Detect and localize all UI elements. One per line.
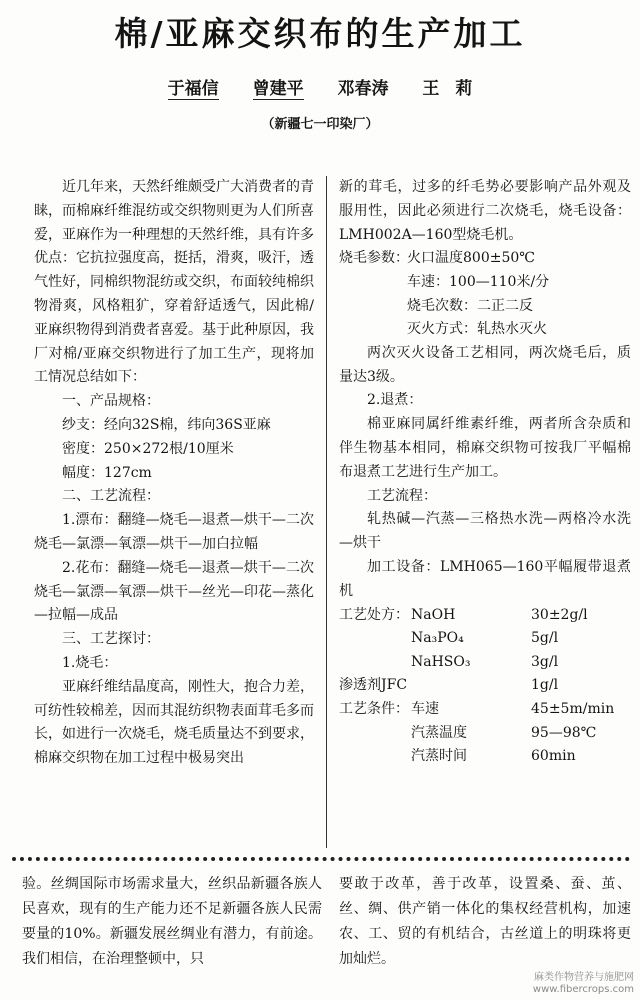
author-name: 曾建平 — [252, 79, 304, 99]
param-row — [339, 295, 631, 319]
equipment-line: 加工设备：LMH065—160平幅履带退煮机 — [339, 558, 631, 599]
recipe-row — [339, 604, 631, 628]
condition-item: 汽蒸温度 — [411, 724, 467, 741]
watermark-line: www.fibercrops.com — [532, 984, 634, 995]
condition-row — [339, 722, 631, 746]
spec-line: 幅度：127cm — [62, 464, 152, 481]
subsection-heading: 1.烧毛： — [62, 654, 118, 671]
section-heading: 三、工艺探讨： — [62, 631, 160, 648]
intro-paragraph: 近几年来，天然纤维颇受广大消费者的青睐，而棉麻纤维混纺或交织物则更为人们所喜爱，亚麻作为一种理想的天然纤维，具有许多优点：它抗拉强度高，挺括，滑爽，吸汗，透气性好，同棉织物混纺或交织，布面较纯棉织物滑爽，风格粗犷，穿着舒适透气，因此棉/亚麻织物得到消费者喜爱。基于此种原因，我厂对棉/亚麻交织物进行了加工生产，现将加工情况总结如下： — [34, 179, 314, 386]
param-value: 车速：100—110米/分 — [407, 273, 550, 290]
param-value: 火口温度800±50℃ — [407, 250, 535, 267]
flow-paragraph: 轧热碱—汽蒸—三格热水洗—两格冷水洗—烘干 — [339, 511, 631, 552]
condition-label — [339, 745, 411, 769]
page-title: 棉/亚麻交织布的生产加工 — [114, 14, 526, 53]
flow-paragraph: 1.漂布：翻缝—烧毛—退煮—烘干—二次烧毛—氯漂—氧漂—烘干—加白拉幅 — [34, 512, 314, 552]
condition-row — [339, 698, 631, 722]
condition-item: 车速 — [411, 700, 439, 717]
recipe-value: 30±2g/l — [531, 606, 588, 623]
recipe-item: NaOH — [411, 606, 456, 623]
recipe-label: 渗透剂JFC — [339, 677, 408, 694]
param-label — [339, 271, 407, 295]
condition-value: 60min — [531, 748, 576, 765]
spec-line: 纱支：经向32S棉，纬向36S亚麻 — [62, 416, 271, 433]
column-divider — [326, 176, 327, 848]
recipe-row — [339, 651, 631, 675]
recipe-value: 3g/l — [531, 653, 559, 670]
condition-value: 45±5m/min — [531, 700, 615, 717]
site-watermark — [533, 972, 634, 996]
recipe-label: 工艺处方： — [339, 606, 409, 623]
condition-item: 汽蒸时间 — [411, 748, 467, 765]
param-row — [339, 318, 631, 342]
recipe-value: 1g/l — [531, 677, 559, 694]
recipe-value: 5g/l — [531, 630, 559, 647]
watermark-line: 麻类作物营养与施肥网 — [534, 972, 634, 983]
author-name: 于福信 — [167, 79, 219, 99]
author-list — [0, 74, 640, 99]
recipe-row — [339, 674, 631, 698]
continued-paragraph: 新的茸毛，过多的纤毛势必要影响产品外观及服用性，因此必须进行二次烧毛，烧毛设备：LMH002A—160型烧毛机。 — [339, 179, 631, 243]
bottom-right-text — [339, 872, 631, 972]
param-row — [339, 271, 631, 295]
recipe-row — [339, 627, 631, 651]
condition-label: 工艺条件： — [339, 700, 409, 717]
condition-row — [339, 745, 631, 769]
affiliation: （新疆七一印染厂） — [261, 117, 379, 132]
param-value: 烧毛次数：二正二反 — [407, 297, 533, 314]
recipe-item: NaHSO₃ — [411, 653, 471, 670]
condition-label — [339, 722, 411, 746]
subsection-heading: 2.退煮： — [367, 392, 423, 409]
desize-paragraph: 棉亚麻同属纤维素纤维，两者所含杂质和伴生物基本相同，棉麻交织物可按我厂平幅棉布退煮工艺进行生产加工。 — [339, 416, 631, 480]
recipe-item: Na₃PO₄ — [411, 630, 464, 647]
bottom-paragraph: 验。丝绸国际市场需求量大，丝织品新疆各族人民喜欢，现有的生产能力还不足新疆各族人民需要量的10%。新疆发展丝绸业有潜力，有前途。我们相信，在治理整顿中，只 — [22, 876, 322, 967]
flow-paragraph: 2.花布：翻缝—烧毛—退煮—烘干—二次烧毛—氯漂—氧漂—烘干—丝光—印花—蒸化—拉幅—成品 — [34, 559, 314, 624]
param-label: 烧毛参数： — [339, 250, 409, 267]
recipe-label — [339, 627, 411, 651]
right-column — [339, 176, 631, 769]
param-value: 灭火方式：轧热水灭火 — [407, 321, 547, 338]
condition-value: 95—98℃ — [531, 724, 597, 741]
spec-line: 密度：250×272根/10厘米 — [62, 440, 234, 457]
section-heading: 二、工艺流程： — [62, 488, 160, 505]
dotted-separator — [12, 857, 630, 861]
param-label — [339, 318, 407, 342]
flow-label: 工艺流程： — [367, 487, 437, 504]
singe-note: 两次灭火设备工艺相同，两次烧毛后，质量达3级。 — [339, 344, 631, 385]
param-label — [339, 295, 407, 319]
author-name: 王 莉 — [422, 79, 473, 99]
bottom-left-text — [22, 872, 322, 972]
recipe-label — [339, 651, 411, 675]
left-column — [34, 176, 314, 771]
singe-paragraph: 亚麻纤维结晶度高，刚性大，抱合力差，可纺性较棉差，因而其混纺织物表面茸毛多而长，如进行一次烧毛，烧毛质量达不到要求，棉麻交织物在加工过程中极易突出 — [34, 678, 314, 767]
author-name: 邓春涛 — [337, 79, 389, 99]
section-heading: 一、产品规格： — [62, 393, 160, 410]
param-row — [339, 247, 631, 271]
bottom-paragraph: 要敢于改革，善于改革，设置桑、蚕、茧、丝、绸、供产销一体化的集权经营机构，加速农、工、贸的有机结合，古丝道上的明珠将更加灿烂。 — [339, 876, 631, 967]
